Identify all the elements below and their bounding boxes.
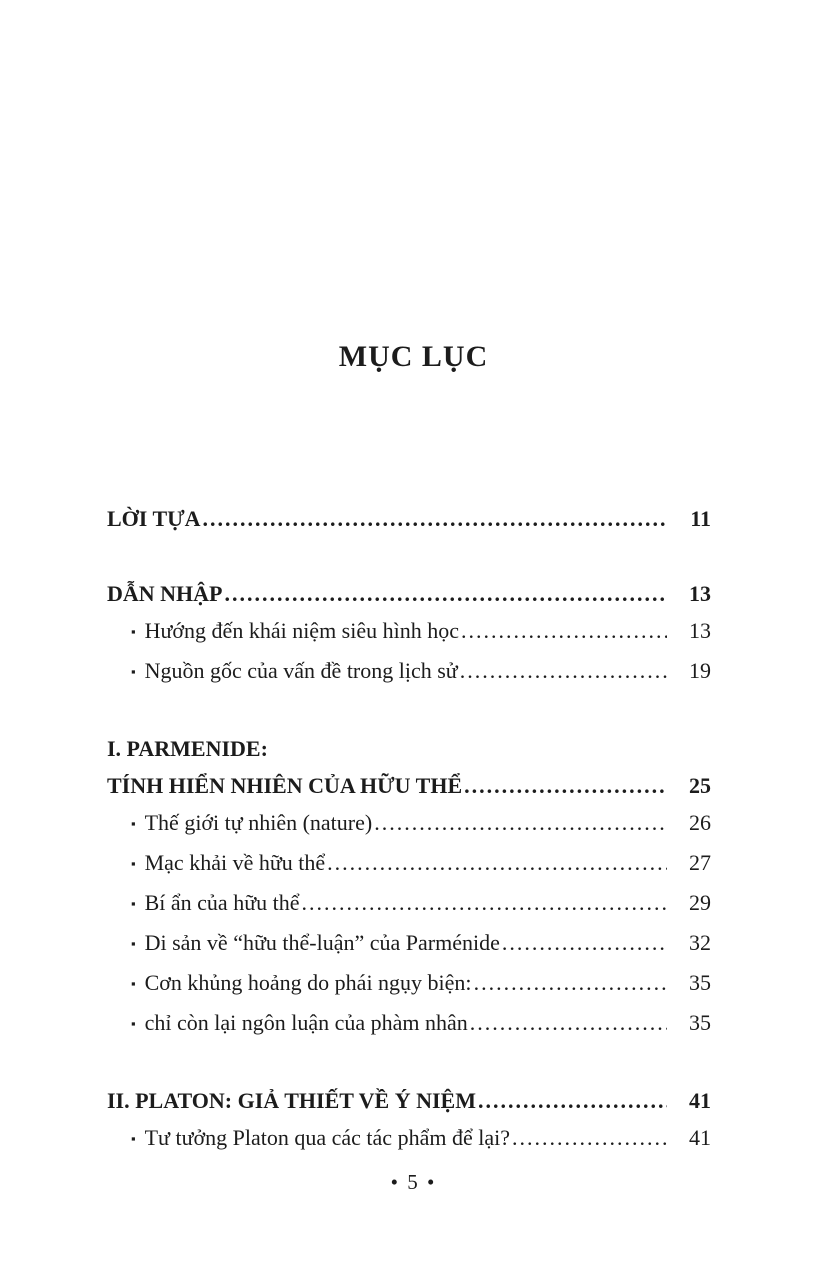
toc-entry-label: Hướng đến khái niệm siêu hình học: [144, 618, 460, 643]
square-bullet-icon: ▪: [131, 936, 136, 951]
dot-leader: [478, 1082, 667, 1119]
toc-entry-label: Cơn khủng hoảng do phái ngụy biện:: [144, 970, 472, 995]
dot-leader: [460, 652, 667, 689]
toc-entry-page: 41: [689, 1125, 711, 1150]
toc-entry: [107, 1004, 711, 1044]
square-bullet-icon: ▪: [131, 624, 136, 639]
toc-entry-page: 29: [689, 890, 711, 915]
toc-entry: [107, 612, 711, 652]
toc-entry-label: Thế giới tự nhiên (nature): [144, 810, 373, 835]
toc-entry-label: TÍNH HIỂN NHIÊN CỦA HỮU THỂ: [107, 773, 463, 798]
square-bullet-icon: ▪: [131, 664, 136, 679]
dot-leader: [461, 612, 667, 649]
toc-entry: [107, 804, 711, 844]
dot-leader: [374, 804, 667, 841]
toc-list: [107, 500, 711, 1159]
square-bullet-icon: ▪: [131, 896, 136, 911]
toc-entry: [107, 1082, 711, 1119]
toc-entry-page: 11: [690, 506, 711, 531]
toc-entry-label: chỉ còn lại ngôn luận của phàm nhân: [144, 1010, 468, 1035]
toc-entry-page: 41: [689, 1088, 711, 1113]
toc-entry-label: Nguồn gốc của vấn đề trong lịch sử: [144, 658, 458, 683]
toc-entry-label: II. PLATON: GIẢ THIẾT VỀ Ý NIỆM: [107, 1088, 476, 1113]
page-title: MỤC LỤC: [338, 340, 489, 373]
toc-entry: [107, 767, 711, 804]
toc-entry-page: 35: [689, 1010, 711, 1035]
toc-entry: [107, 500, 711, 537]
dot-leader: [225, 575, 668, 612]
toc-entry: [107, 964, 711, 1004]
dot-leader: [302, 884, 668, 921]
square-bullet-icon: ▪: [131, 1016, 136, 1031]
toc-entry-label: Tư tưởng Platon qua các tác phẩm để lại?: [144, 1125, 510, 1150]
square-bullet-icon: ▪: [131, 856, 136, 871]
toc-entry-page: 32: [689, 930, 711, 955]
toc-entry-label: LỜI TỰA: [107, 506, 201, 531]
toc-entry: [107, 730, 711, 767]
toc-entry-label: Bí ẩn của hữu thể: [144, 890, 300, 915]
toc-entry-page: 35: [689, 970, 711, 995]
toc-entry: [107, 1119, 711, 1159]
toc-entry: [107, 575, 711, 612]
dot-leader: [512, 1119, 667, 1156]
toc-entry-page: 13: [689, 618, 711, 643]
dot-leader: [203, 500, 667, 537]
toc-entry-page: 25: [689, 773, 711, 798]
toc-entry-label: DẪN NHẬP: [107, 581, 223, 606]
square-bullet-icon: ▪: [131, 1131, 136, 1146]
dot-leader: [327, 844, 667, 881]
toc-entry-label: Mạc khải về hữu thể: [144, 850, 326, 875]
toc-entry-page: 27: [689, 850, 711, 875]
toc-entry: [107, 652, 711, 692]
toc-entry-label: I. PARMENIDE:: [107, 736, 268, 761]
square-bullet-icon: ▪: [131, 816, 136, 831]
dot-leader: [470, 1004, 667, 1041]
dot-leader: [502, 924, 667, 961]
toc-entry: [107, 884, 711, 924]
toc-entry-page: 19: [689, 658, 711, 683]
dot-leader: [464, 767, 667, 804]
toc-entry-page: 26: [689, 810, 711, 835]
toc-entry-page: 13: [689, 581, 711, 606]
page-number-footer: • 5 •: [390, 1170, 437, 1194]
dot-leader: [474, 964, 667, 1001]
toc-entry: [107, 924, 711, 964]
toc-entry-label: Di sản về “hữu thể-luận” của Parménide: [144, 930, 500, 955]
toc-entry: [107, 844, 711, 884]
square-bullet-icon: ▪: [131, 976, 136, 991]
